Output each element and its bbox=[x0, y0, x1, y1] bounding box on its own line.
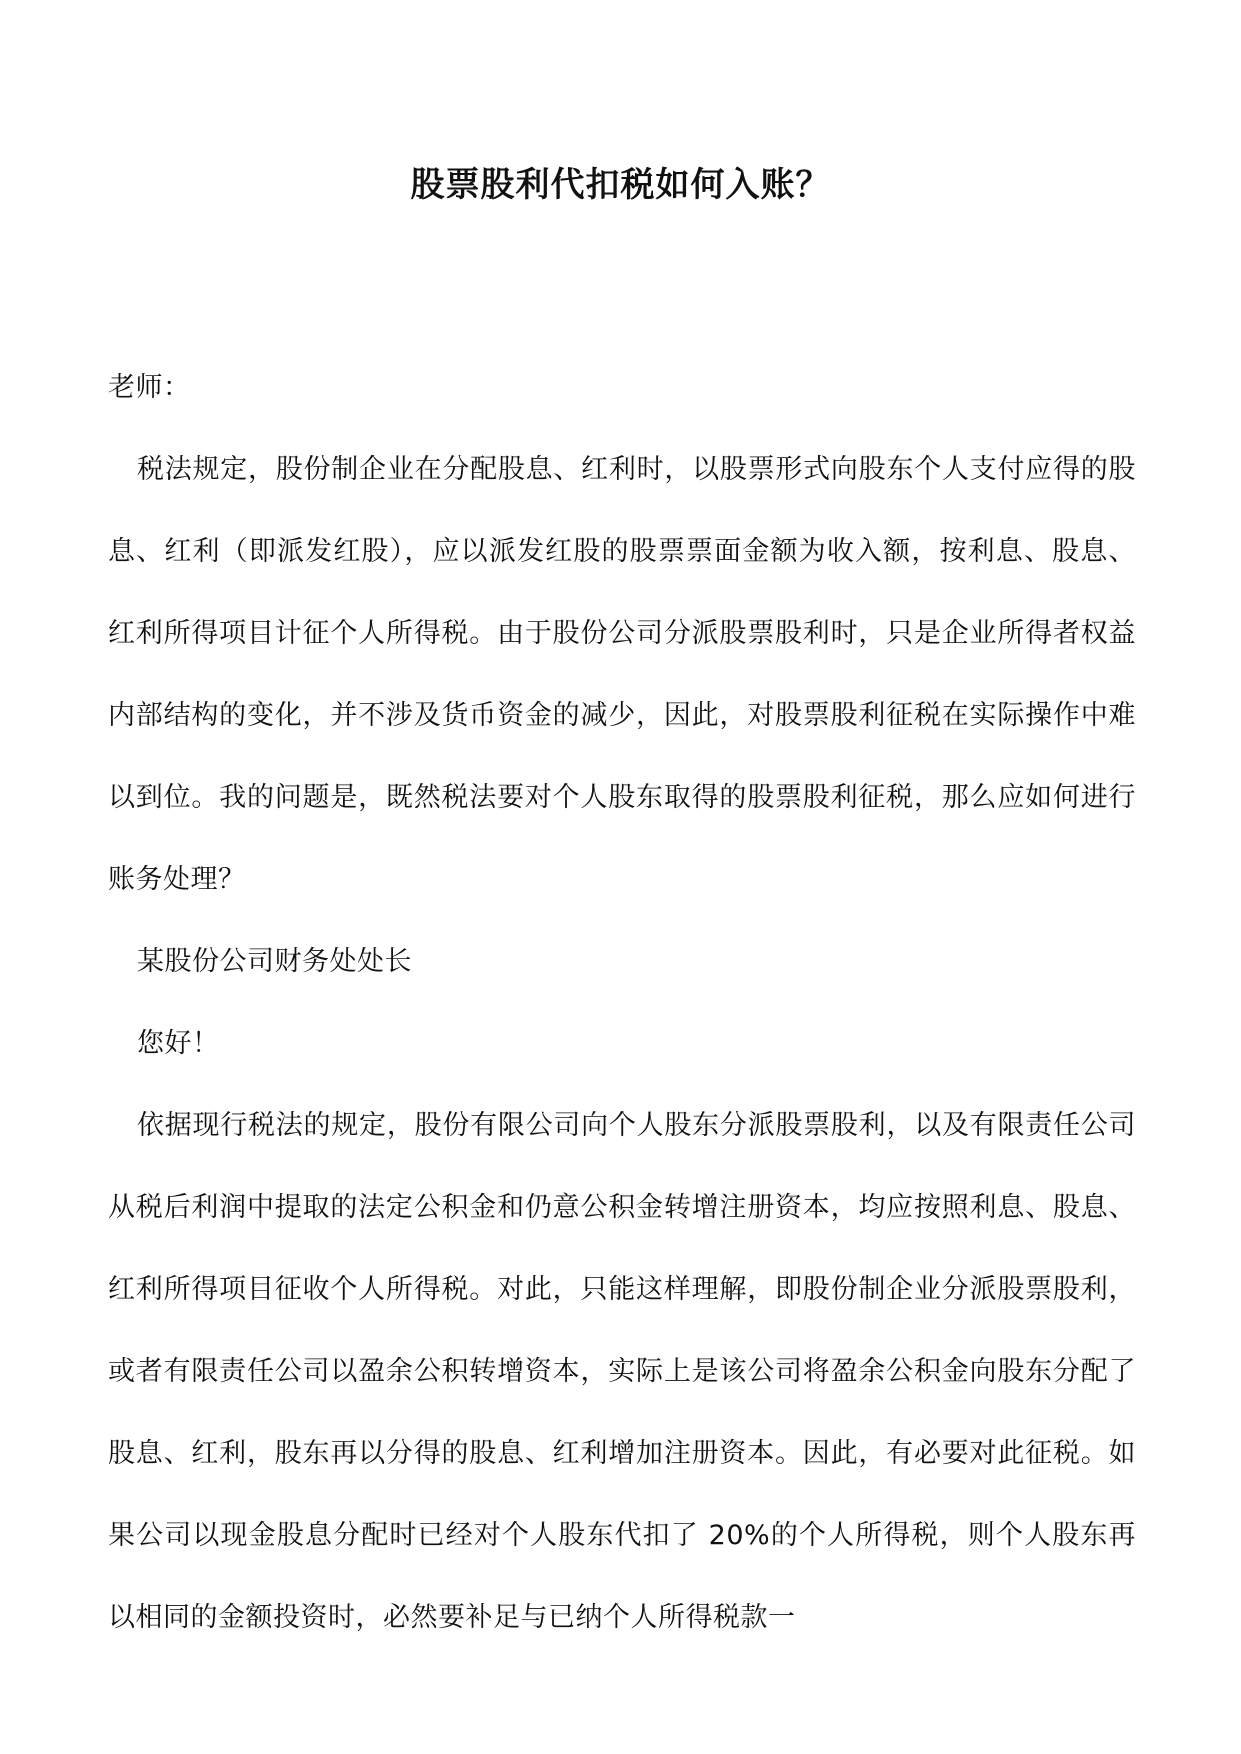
greeting-paragraph: 您好！ bbox=[137, 1028, 220, 1059]
question-paragraph: 税法规定，股份制企业在分配股息、红利时，以股票形式向股东个人支付应得的股息、红利（即派发红股），应以派发红股的股票票面金额为收入额，按利息、股息、红利所得项目计征个人所得税。由于股份公司分派股票股利时，只是企业所得者权益内部结构的变化，并不涉及货币资金的减少，因此，对股票股利征税在实际操作中难以到位。我的问题是，既然税法要对个人股东取得的股票股利征税，那么应如何进行账务处理？ bbox=[108, 454, 1136, 895]
document-title: 股票股利代扣税如何入账？ bbox=[410, 165, 831, 205]
document-body bbox=[108, 347, 1136, 1659]
signature-paragraph: 某股份公司财务处处长 bbox=[137, 946, 412, 977]
answer-paragraph: 依据现行税法的规定，股份有限公司向个人股东分派股票股利，以及有限责任公司从税后利润中提取的法定公积金和仍意公积金转增注册资本，均应按照利息、股息、红利所得项目征收个人所得税。对此，只能这样理解，即股份制企业分派股票股利，或者有限责任公司以盈余公积转增资本，实际上是该公司将盈余公积金向股东分配了股息、红利，股东再以分得的股息、红利增加注册资本。因此，有必要对此征税。如果公司以现金股息分配时已经对个人股东代扣了 20%的个人所得税，则个人股东再以相同的金额投资时，必然要补足与已纳个人所得税款一 bbox=[108, 1110, 1136, 1633]
salutation-paragraph: 老师： bbox=[108, 372, 191, 403]
